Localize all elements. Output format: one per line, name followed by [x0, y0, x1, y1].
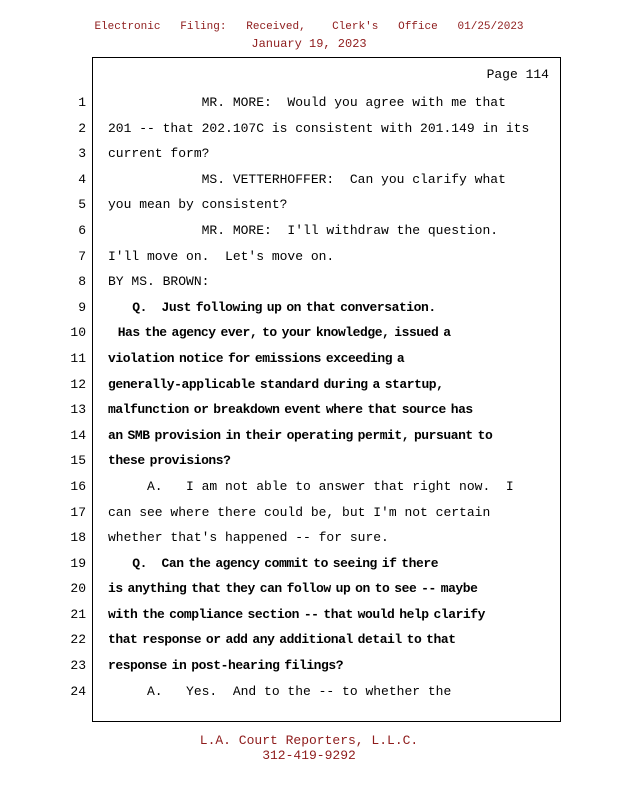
line-number: 16 [70, 478, 86, 494]
reporter-company: L.A. Court Reporters, L.L.C. [199, 733, 419, 748]
line-text: MR. MORE: I'll withdraw the question. [108, 222, 499, 238]
line-number: 12 [70, 376, 86, 392]
transcript-line [0, 218, 618, 244]
line-text: response in post-hearing filings? [108, 658, 344, 674]
efiling-stamp-date: January 19, 2023 [251, 37, 367, 51]
line-text: BY MS. BROWN: [108, 274, 210, 290]
line-number: 5 [78, 197, 86, 213]
line-text: Q. Can the agency commit to seeing if there [108, 555, 439, 571]
line-number: 4 [78, 171, 86, 187]
line-text: you mean by consistent? [108, 197, 288, 213]
transcript-line [0, 653, 618, 679]
line-number: 19 [70, 555, 86, 571]
line-number: 3 [78, 146, 86, 162]
line-text: malfunction or breakdown event where that source has [108, 402, 473, 418]
transcript-line [0, 576, 618, 602]
transcript-line [0, 269, 618, 295]
transcript-line [0, 372, 618, 398]
line-number: 10 [70, 325, 86, 341]
line-text: A. Yes. And to the -- to whether the [108, 683, 452, 699]
line-text: A. I am not able to answer that right now. I [108, 478, 514, 494]
line-number: 1 [78, 95, 86, 110]
line-number: 9 [78, 299, 86, 315]
transcript-line [0, 474, 618, 500]
transcript-line [0, 500, 618, 526]
transcript-line [0, 90, 618, 116]
transcript-line [0, 141, 618, 167]
line-number: 17 [70, 504, 86, 520]
line-number: 6 [78, 222, 86, 238]
line-number: 21 [70, 606, 86, 622]
line-text: I'll move on. Let's move on. [108, 248, 335, 264]
transcript-line [0, 627, 618, 653]
line-number: 13 [70, 402, 86, 418]
page-number-label: Page 114 [486, 67, 549, 82]
line-text: with the compliance section -- that would help clarify [108, 606, 485, 622]
transcript-line [0, 295, 618, 321]
transcript-line [0, 602, 618, 628]
line-text: can see where there could be, but I'm not certain [108, 504, 491, 520]
line-text: MR. MORE: Would you agree with me that [108, 95, 506, 110]
transcript-line [0, 320, 618, 346]
line-text: these provisions? [108, 453, 231, 469]
transcript-line [0, 525, 618, 551]
reporter-footer [0, 733, 618, 763]
line-number: 24 [70, 683, 86, 699]
line-text: Has the agency ever, to your knowledge, issued a [108, 325, 451, 341]
transcript-line [0, 116, 618, 142]
transcript-line [0, 397, 618, 423]
transcript-line [0, 346, 618, 372]
transcript-lines [0, 90, 618, 704]
line-text: is anything that they can follow up on to see -- maybe [108, 581, 478, 597]
transcript-line [0, 423, 618, 449]
line-number: 7 [78, 248, 86, 264]
transcript-line [0, 167, 618, 193]
line-text: an SMB provision in their operating permit, pursuant to [108, 427, 493, 443]
line-number: 18 [70, 530, 86, 546]
line-text: current form? [108, 146, 210, 162]
reporter-phone: 312-419-9292 [262, 748, 356, 763]
line-number: 8 [78, 274, 86, 290]
line-text: MS. VETTERHOFFER: Can you clarify what [108, 171, 506, 187]
efiling-stamp [0, 21, 618, 51]
line-text: whether that's happened -- for sure. [108, 530, 389, 546]
line-number: 23 [70, 658, 86, 674]
efiling-stamp-line1: Electronic Filing: Received, Clerk's Office 01/25/2023 [94, 21, 524, 33]
transcript-line [0, 192, 618, 218]
line-text: Q. Just following up on that conversation. [108, 299, 436, 315]
line-number: 15 [70, 453, 86, 469]
transcript-line [0, 551, 618, 577]
line-number: 14 [70, 427, 86, 443]
line-text: 201 -- that 202.107C is consistent with 201.149 in its [108, 120, 530, 136]
line-number: 20 [70, 581, 86, 597]
line-text: violation notice for emissions exceeding a [108, 350, 405, 366]
transcript-line [0, 244, 618, 270]
line-text: generally-applicable standard during a startup, [108, 376, 444, 392]
transcript-line [0, 448, 618, 474]
line-number: 2 [78, 120, 86, 136]
line-number: 22 [70, 632, 86, 648]
line-text: that response or add any additional detail to that [108, 632, 456, 648]
line-number: 11 [70, 350, 86, 366]
transcript-line [0, 679, 618, 705]
